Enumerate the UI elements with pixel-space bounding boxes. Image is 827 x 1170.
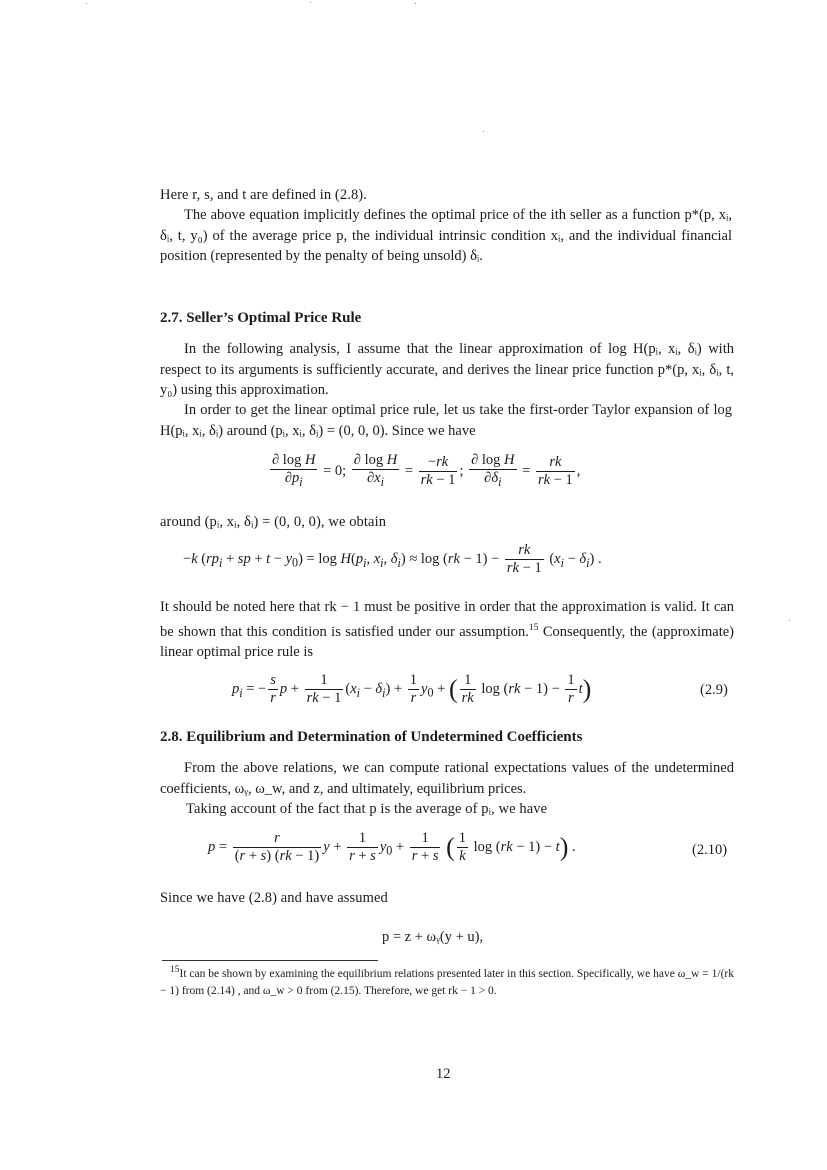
average-price-equation: p = $\frac{r}{(r + s) (rk - 1)}$ y + $\frac{1}{r + s}$ $y_0$ + $\frac{1}{r + s}$ ( $\frac{1}{k}$ log (rk − 1) − t) . (208, 830, 576, 864)
intro-line: Here r, s, and t are defined in (2.8). (160, 187, 367, 203)
equation-number-2-9: (2.9) (700, 682, 728, 698)
footnote-text: It can be shown by examining the equilibrium relations presented later in this section. Specifically, we have ω_w = 1/(rk − 1) from (2.14) , and ω_w > 0 from (2.15). Therefore, we get rk − 1 > 0. (160, 967, 734, 997)
section-2-8-paragraph-2: Taking account of the fact that p is the average of pᵢ, we have (186, 801, 548, 817)
footnote-mark: 15 (170, 965, 180, 975)
around-line: around (pᵢ, xᵢ, δᵢ) = (0, 0, 0), we obtain (160, 514, 387, 530)
scan-speck (483, 131, 484, 132)
scan-speck (310, 2, 311, 3)
scan-speck (789, 620, 790, 621)
footnote-reference: 15 (528, 622, 539, 633)
scan-speck (415, 3, 416, 4)
section-2-7-paragraph-3 (160, 597, 734, 662)
section-2-8-paragraph-1: From the above relations, we can compute rational expectations values of the undetermined coefficients, ωᵧ, ω_w, and z, and ultimately, equilibrium prices. (160, 760, 734, 797)
scan-speck (86, 3, 87, 4)
section-heading-2-7: 2.7. Seller’s Optimal Price Rule (160, 310, 362, 326)
paragraph-3-continuation: Consequently, the (approximate) linear optimal price rule is (160, 623, 734, 660)
taylor-expansion-equation: −k ($rp_i$ + sp + $t - y_0) = \log H(p_i$, $x_i$, $\delta_i) \approx \log (rk - 1)$ − $\frac{rk}{rk - 1}$ $(x_i - \delta_i)$ . (183, 542, 602, 576)
since-line: Since we have (2.8) and have assumed (160, 890, 388, 906)
intro-paragraph: The above equation implicitly defines the optimal price of the ith seller as a function p*(p, xᵢ, δᵢ, t, y₀) of the average price p, the individual intrinsic condition xᵢ, and the individual financial position (represented by the penalty of being unsold) δᵢ. (160, 207, 732, 264)
section-2-7-paragraph-1: In the following analysis, I assume that the linear approximation of log H(pᵢ, xᵢ, δᵢ) with respect to its arguments is sufficiently accurate, and derives the linear price function p*(p, xᵢ, δᵢ, t, y₀) using this approximation. (160, 341, 734, 398)
footnote-rule (162, 960, 378, 961)
equation-number-2-10: (2.10) (692, 842, 728, 858)
section-heading-2-8: 2.8. Equilibrium and Determination of Undetermined Coefficients (160, 729, 583, 745)
footnote-15 (160, 962, 734, 1000)
optimal-price-rule-equation: $p_i$ = − $\frac{s}{r}$ p + $\frac{1}{rk - 1}$ $(x_i - \delta_i)$ + $\frac{1}{r}$ $y_0$ + ( $\frac{1}{rk}$ log (rk − 1) − $\frac{1}{r}$ t) (232, 672, 592, 706)
page-number: 12 (436, 1066, 451, 1082)
paragraph-3-text: It should be noted here that rk − 1 must be positive in order that the approximation is valid. It can be shown that this condition is satisfied under our assumption. (160, 599, 734, 640)
partial-derivatives-equation: $\frac{\text{∂ log H}}{\partial p_i}$ = 0; $\frac{\text{∂ log H}}{\partial x_i}$ = $\frac{-rk}{rk - 1}$ ; $\frac{\text{∂ log H}}{\partial\delta_i}$ = $\frac{rk}{rk - 1}$ , (272, 452, 581, 489)
section-2-7-paragraph-2: In order to get the linear optimal price rule, let us take the first-order Taylor expansion of log H(pᵢ, xᵢ, δᵢ) around (pᵢ, xᵢ, δᵢ) = (0, 0, 0). Since we have (160, 402, 732, 439)
price-assumption-equation: p = z + ωᵧ(y + u), (382, 929, 484, 945)
